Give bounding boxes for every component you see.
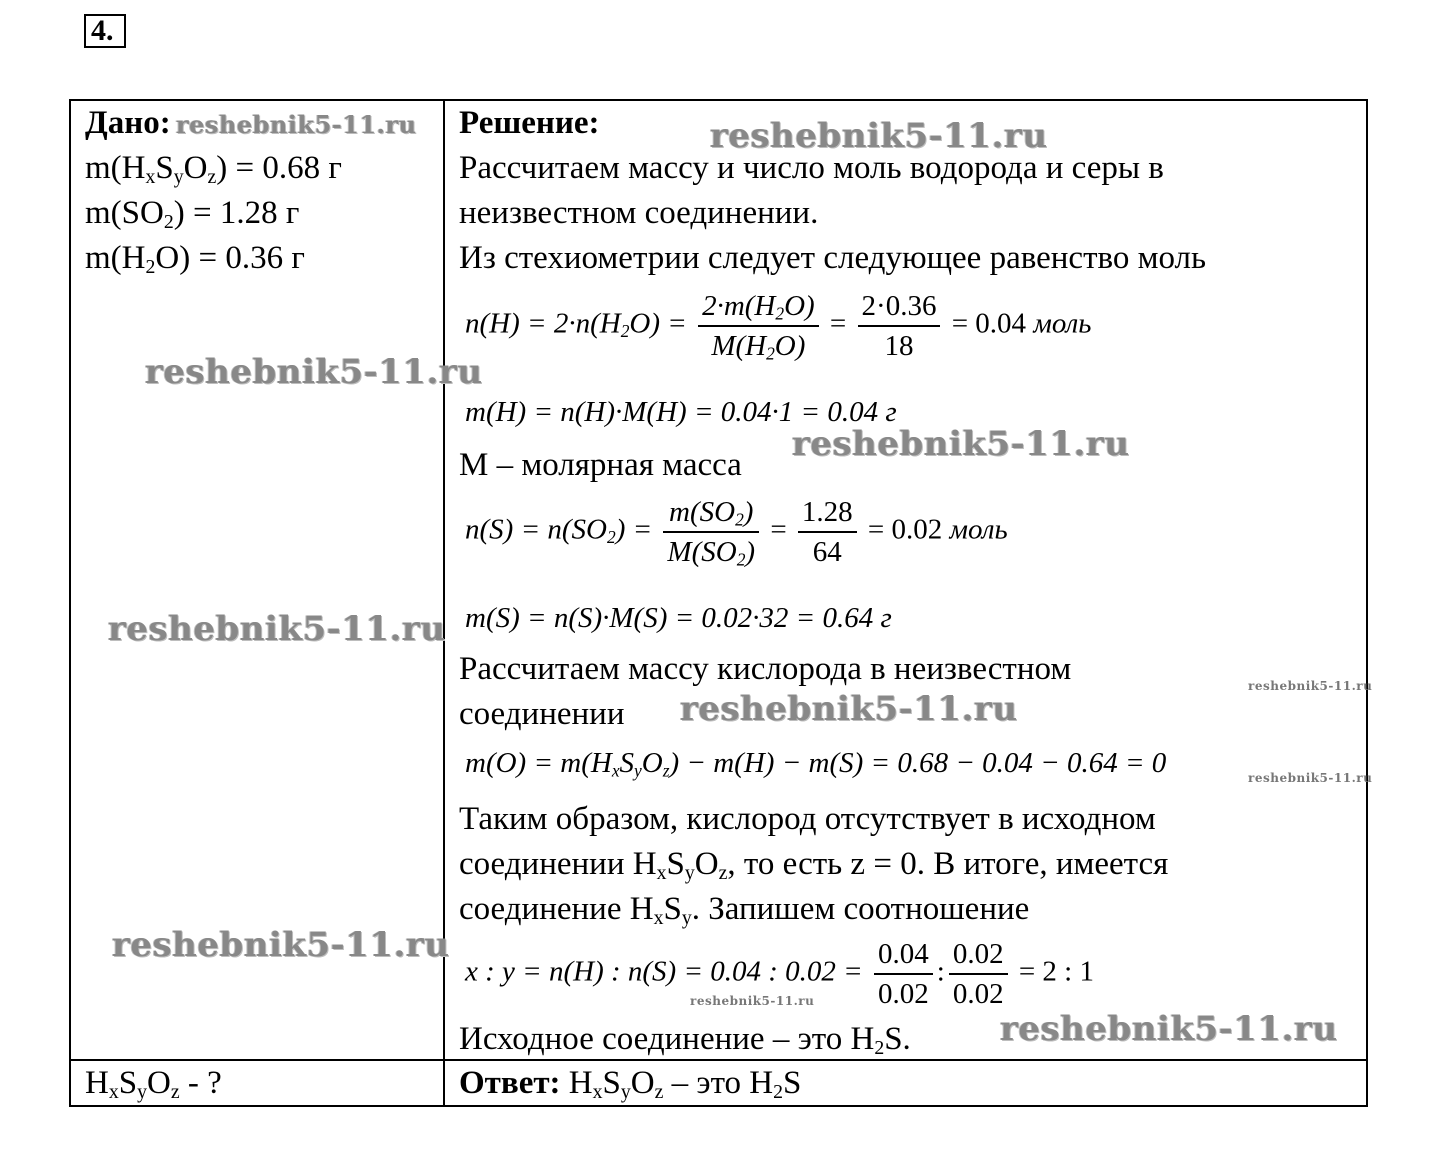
given-header: Дано: — [85, 105, 171, 141]
watermark-text: reshebnik5-11.ru — [1248, 679, 1373, 693]
solution-paragraph-4c: соединение $H_xS_y$. Запишем соотношение — [459, 891, 1030, 929]
solution-paragraph-1a: Рассчитаем массу и число моль водорода и серы в — [459, 150, 1164, 186]
watermark-text: reshebnik5-11.ru — [108, 609, 446, 649]
fraction-mass-water: $\frac{2\cdot m(H_2O)}{M(H_2O)}$ — [698, 287, 819, 365]
watermark-text: reshebnik5-11.ru — [680, 689, 1018, 729]
equation-n-sulfur: $n(S) = n(SO_2)$ = $\frac{m(SO_2)}{M(SO_2)}$ = $\frac{1.28}{64}$ = 0.02 моль — [465, 493, 1008, 571]
fraction-values-water: $\frac{2\cdot 0.36}{18}$ — [858, 287, 941, 365]
watermark-text: reshebnik5-11.ru — [1000, 1009, 1338, 1049]
solution-paragraph-4b: соединении $H_xS_yO_z$, то есть z = 0. В итоге, имеется — [459, 846, 1169, 884]
solution-paragraph-2: Из стехиометрии следует следующее равенство моль — [459, 240, 1207, 276]
equation-m-oxygen: $m(O) = m(H_xS_yO_z) - m(H) - m(S) = 0.68 - 0.04 - 0.64 = 0$ — [465, 747, 1167, 781]
equation-m-hydrogen: m(H) = n(H)·M(H) = 0.04·1 = 0.04 г — [465, 396, 897, 428]
watermark-text: reshebnik5-11.ru — [176, 110, 417, 139]
given-line-3: $m(H_2O) = 0.36$ г — [85, 240, 305, 278]
watermark-text: reshebnik5-11.ru — [710, 116, 1048, 156]
equation-m-sulfur: m(S) = n(S)·M(S) = 0.02·32 = 0.64 г — [465, 602, 892, 634]
find-line: $H_xS_yO_z$ - ? — [85, 1065, 222, 1103]
solution-header: Решение: — [459, 105, 600, 141]
fraction-ratio-2: $\frac{0.02}{0.02}$ — [949, 935, 1008, 1013]
watermark-text: reshebnik5-11.ru — [112, 925, 450, 965]
fraction-ratio-1: $\frac{0.04}{0.02}$ — [874, 935, 933, 1013]
final-statement: Исходное соединение – это $H_2S$. — [459, 1021, 911, 1059]
task-number: 4. — [84, 14, 126, 48]
fraction-mass-so2: $\frac{m(SO_2)}{M(SO_2)}$ — [663, 493, 759, 571]
watermark-text: reshebnik5-11.ru — [792, 424, 1130, 464]
given-line-2: $m(SO_2) = 1.28$ г — [85, 195, 300, 233]
equation-n-hydrogen: $n(H) = 2\cdot n(H_2O)$ = $\frac{2\cdot m(H_2O)}{M(H_2O)}$ = $\frac{2\cdot 0.36}{18}$ = 0.04 моль — [465, 287, 1091, 365]
row-divider — [71, 1059, 1366, 1061]
watermark-text: reshebnik5-11.ru — [690, 994, 815, 1008]
solution-paragraph-3b: соединении — [459, 696, 625, 732]
equation-ratio: x : y = n(H) : n(S) = 0.04 : 0.02 = $\frac{0.04}{0.02}$ : $\frac{0.02}{0.02}$ = 2 : 1 — [465, 935, 1094, 1013]
solution-paragraph-4a: Таким образом, кислород отсутствует в исходном — [459, 801, 1156, 837]
answer-line: Ответ: $H_xS_yO_z$ – это $H_2S$ — [459, 1065, 802, 1103]
given-line-1: $m(H_xS_yO_z) = 0.68$ г — [85, 150, 342, 188]
watermark-text: reshebnik5-11.ru — [1248, 771, 1373, 785]
watermark-text: reshebnik5-11.ru — [145, 352, 483, 392]
molar-mass-note: М – молярная масса — [459, 447, 742, 483]
solution-paragraph-1b: неизвестном соединении. — [459, 195, 819, 231]
solution-paragraph-3a: Рассчитаем массу кислорода в неизвестном — [459, 651, 1072, 687]
fraction-values-so2: $\frac{1.28}{64}$ — [798, 493, 857, 571]
